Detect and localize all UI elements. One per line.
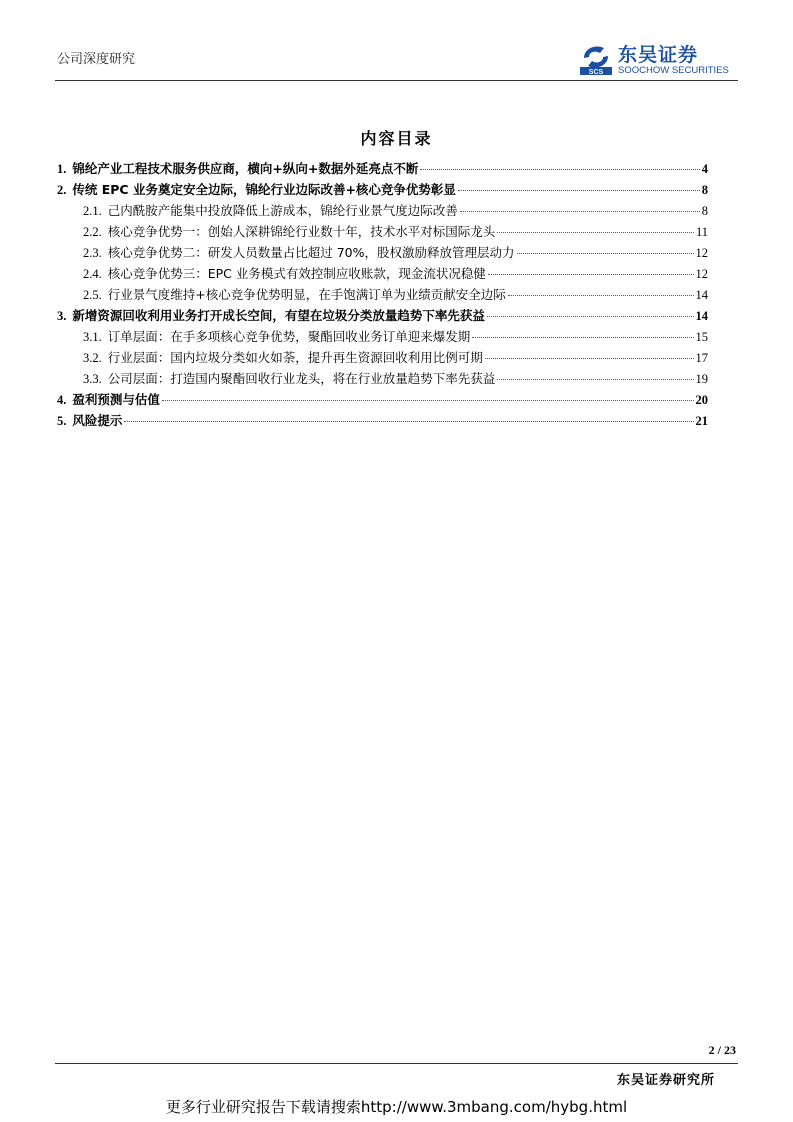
- toc-entry-title: 核心竞争优势一：创始人深耕锦纶行业数十年，技术水平对标国际龙头: [107, 224, 496, 239]
- toc-dot-leader: [497, 232, 694, 233]
- toc-entry-title: 公司层面：打造国内聚酯回收行业龙头，将在行业放量趋势下率先获益: [107, 371, 496, 386]
- page-number: 2 / 23: [708, 1043, 736, 1057]
- toc-entry-page: 8: [701, 204, 708, 218]
- toc-entry-number: 5.: [57, 414, 67, 428]
- toc-dot-leader: [460, 211, 700, 212]
- toc-entry-title: 订单层面：在手多项核心竞争优势，聚酯回收业务订单迎来爆发期: [107, 329, 471, 344]
- toc-entry-number: 2.5.: [83, 288, 102, 302]
- toc-entry-page: 20: [695, 393, 708, 407]
- table-of-contents: [57, 159, 708, 432]
- toc-entry-number: 3.1.: [83, 330, 102, 344]
- toc-entry[interactable]: [57, 201, 708, 222]
- toc-entry[interactable]: [57, 369, 708, 390]
- toc-dot-leader: [485, 358, 694, 359]
- toc-entry-title: 盈利预测与估值: [72, 392, 160, 407]
- toc-entry-number: 2.3.: [83, 246, 102, 260]
- toc-entry[interactable]: [57, 327, 708, 348]
- toc-dot-leader: [420, 169, 699, 170]
- toc-entry[interactable]: [57, 159, 708, 180]
- toc-entry[interactable]: [57, 390, 708, 411]
- toc-dot-leader: [472, 337, 693, 338]
- toc-entry-page: 21: [695, 414, 708, 428]
- toc-entry-title: 核心竞争优势三：EPC 业务模式有效控制应收账款，现金流状况稳健: [107, 266, 486, 281]
- toc-entry-page: 12: [695, 246, 708, 260]
- toc-entry-page: 19: [695, 372, 708, 386]
- toc-entry-number: 2.: [57, 183, 67, 197]
- toc-entry[interactable]: [57, 411, 708, 432]
- toc-entry-title: 己内酰胺产能集中投放降低上游成本，锦纶行业景气度边际改善: [107, 203, 458, 218]
- toc-entry-page: 14: [695, 288, 708, 302]
- toc-dot-leader: [497, 379, 693, 380]
- toc-dot-leader: [508, 295, 694, 296]
- toc-entry-number: 3.3.: [83, 372, 102, 386]
- toc-entry-page: 14: [695, 309, 708, 323]
- toc-entry-number: 3.: [57, 309, 67, 323]
- toc-entry[interactable]: [57, 264, 708, 285]
- toc-dot-leader: [458, 190, 700, 191]
- document-type-label: 公司深度研究: [57, 52, 136, 67]
- scs-logo-icon: [578, 40, 614, 76]
- download-banner: 更多行业研究报告下载请搜索http://www.3mbang.com/hybg.html: [165, 1098, 628, 1116]
- toc-entry-title: 传统 EPC 业务奠定安全边际，锦纶行业边际改善+核心竞争优势彰显: [72, 182, 456, 197]
- toc-dot-leader: [124, 421, 693, 422]
- toc-title: 内容目录: [360, 129, 433, 148]
- toc-entry-title: 核心竞争优势二：研发人员数量占比超过 70%，股权激励释放管理层动力: [107, 245, 515, 260]
- logo-english-name: SOOCHOW SECURITIES: [618, 65, 729, 76]
- toc-entry-page: 11: [695, 225, 708, 239]
- toc-entry-page: 4: [701, 162, 708, 176]
- toc-entry[interactable]: [57, 348, 708, 369]
- toc-entry[interactable]: [57, 306, 708, 327]
- footer-divider: [55, 1063, 738, 1064]
- toc-entry-number: 2.1.: [83, 204, 102, 218]
- svg-text:SCS: SCS: [588, 69, 604, 76]
- toc-entry[interactable]: [57, 285, 708, 306]
- toc-entry[interactable]: [57, 222, 708, 243]
- toc-entry-number: 2.4.: [83, 267, 102, 281]
- toc-entry-title: 新增资源回收利用业务打开成长空间，有望在垃圾分类放量趋势下率先获益: [72, 308, 485, 323]
- toc-entry-page: 15: [695, 330, 708, 344]
- toc-entry-number: 3.2.: [83, 351, 102, 365]
- toc-entry-page: 17: [695, 351, 708, 365]
- toc-entry-page: 12: [695, 267, 708, 281]
- footer-company: 东吴证券研究所: [616, 1073, 715, 1088]
- toc-entry[interactable]: [57, 243, 708, 264]
- toc-entry-title: 锦纶产业工程技术服务供应商，横向+纵向+数据外延亮点不断: [72, 161, 419, 176]
- toc-entry-number: 1.: [57, 162, 67, 176]
- toc-dot-leader: [488, 274, 694, 275]
- soochow-securities-logo: [578, 40, 740, 80]
- toc-dot-leader: [517, 253, 694, 254]
- header-divider: [55, 80, 738, 81]
- toc-entry-title: 风险提示: [72, 413, 123, 428]
- toc-entry-page: 8: [701, 183, 708, 197]
- toc-entry-title: 行业景气度维持+核心竞争优势明显，在手饱满订单为业绩贡献安全边际: [107, 287, 506, 302]
- toc-entry-number: 2.2.: [83, 225, 102, 239]
- toc-dot-leader: [487, 316, 694, 317]
- toc-dot-leader: [162, 400, 694, 401]
- logo-chinese-name: 东吴证券: [618, 44, 699, 66]
- toc-entry-number: 4.: [57, 393, 67, 407]
- toc-entry[interactable]: [57, 180, 708, 201]
- toc-entry-title: 行业层面：国内垃圾分类如火如荼，提升再生资源回收利用比例可期: [107, 350, 483, 365]
